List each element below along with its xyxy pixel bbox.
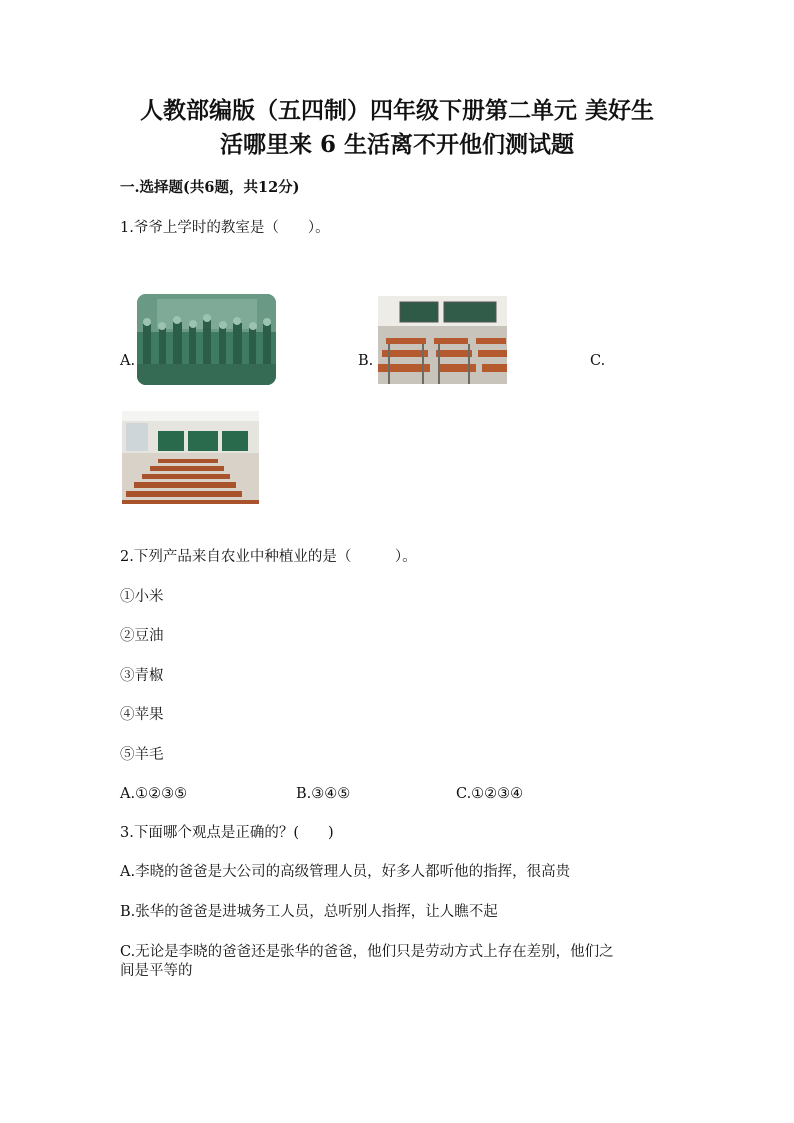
q2-option-b: B.③④⑤: [296, 786, 351, 802]
old-classroom-photo: [137, 294, 276, 385]
q2-item-3: ③青椒: [120, 668, 164, 684]
q2-item-5: ⑤羊毛: [120, 747, 164, 763]
q2-option-c: C.①②③④: [456, 786, 524, 802]
question-3-text: 3.下面哪个观点是正确的？( ): [120, 825, 334, 841]
q2-item-2: ②豆油: [120, 628, 164, 644]
question-1-text: 1.爷爷上学时的教室是（ ）。: [120, 220, 330, 236]
q1-option-c-label: C.: [590, 353, 606, 369]
modern-classroom-photo: [378, 296, 507, 384]
q2-option-a: A.①②③⑤: [120, 786, 188, 802]
q1-option-a-label: A.: [120, 353, 136, 369]
lecture-hall-photo: [122, 411, 259, 504]
q1-option-b-label: B.: [358, 353, 374, 369]
q3-option-b: B.张华的爸爸是进城务工人员，总听别人指挥，让人瞧不起: [120, 904, 498, 920]
q2-item-4: ④苹果: [120, 707, 164, 723]
document-title-line-2: 活哪里来 6 生活离不开他们测试题: [219, 131, 575, 158]
q3-option-c-line-2: 间是平等的: [120, 963, 193, 979]
document-title-line-1: 人教部编版（五四制）四年级下册第二单元 美好生: [139, 97, 654, 124]
q3-option-a: A.李晓的爸爸是大公司的高级管理人员，好多人都听他的指挥，很高贵: [120, 864, 571, 880]
q3-option-c-line-1: C.无论是李晓的爸爸还是张华的爸爸，他们只是劳动方式上存在差别，他们之: [120, 944, 614, 960]
question-2-text: 2.下列产品来自农业中种植业的是（ ）。: [120, 549, 417, 565]
section-heading: 一.选择题(共6题，共12分): [120, 179, 300, 196]
q2-item-1: ①小米: [120, 589, 164, 605]
